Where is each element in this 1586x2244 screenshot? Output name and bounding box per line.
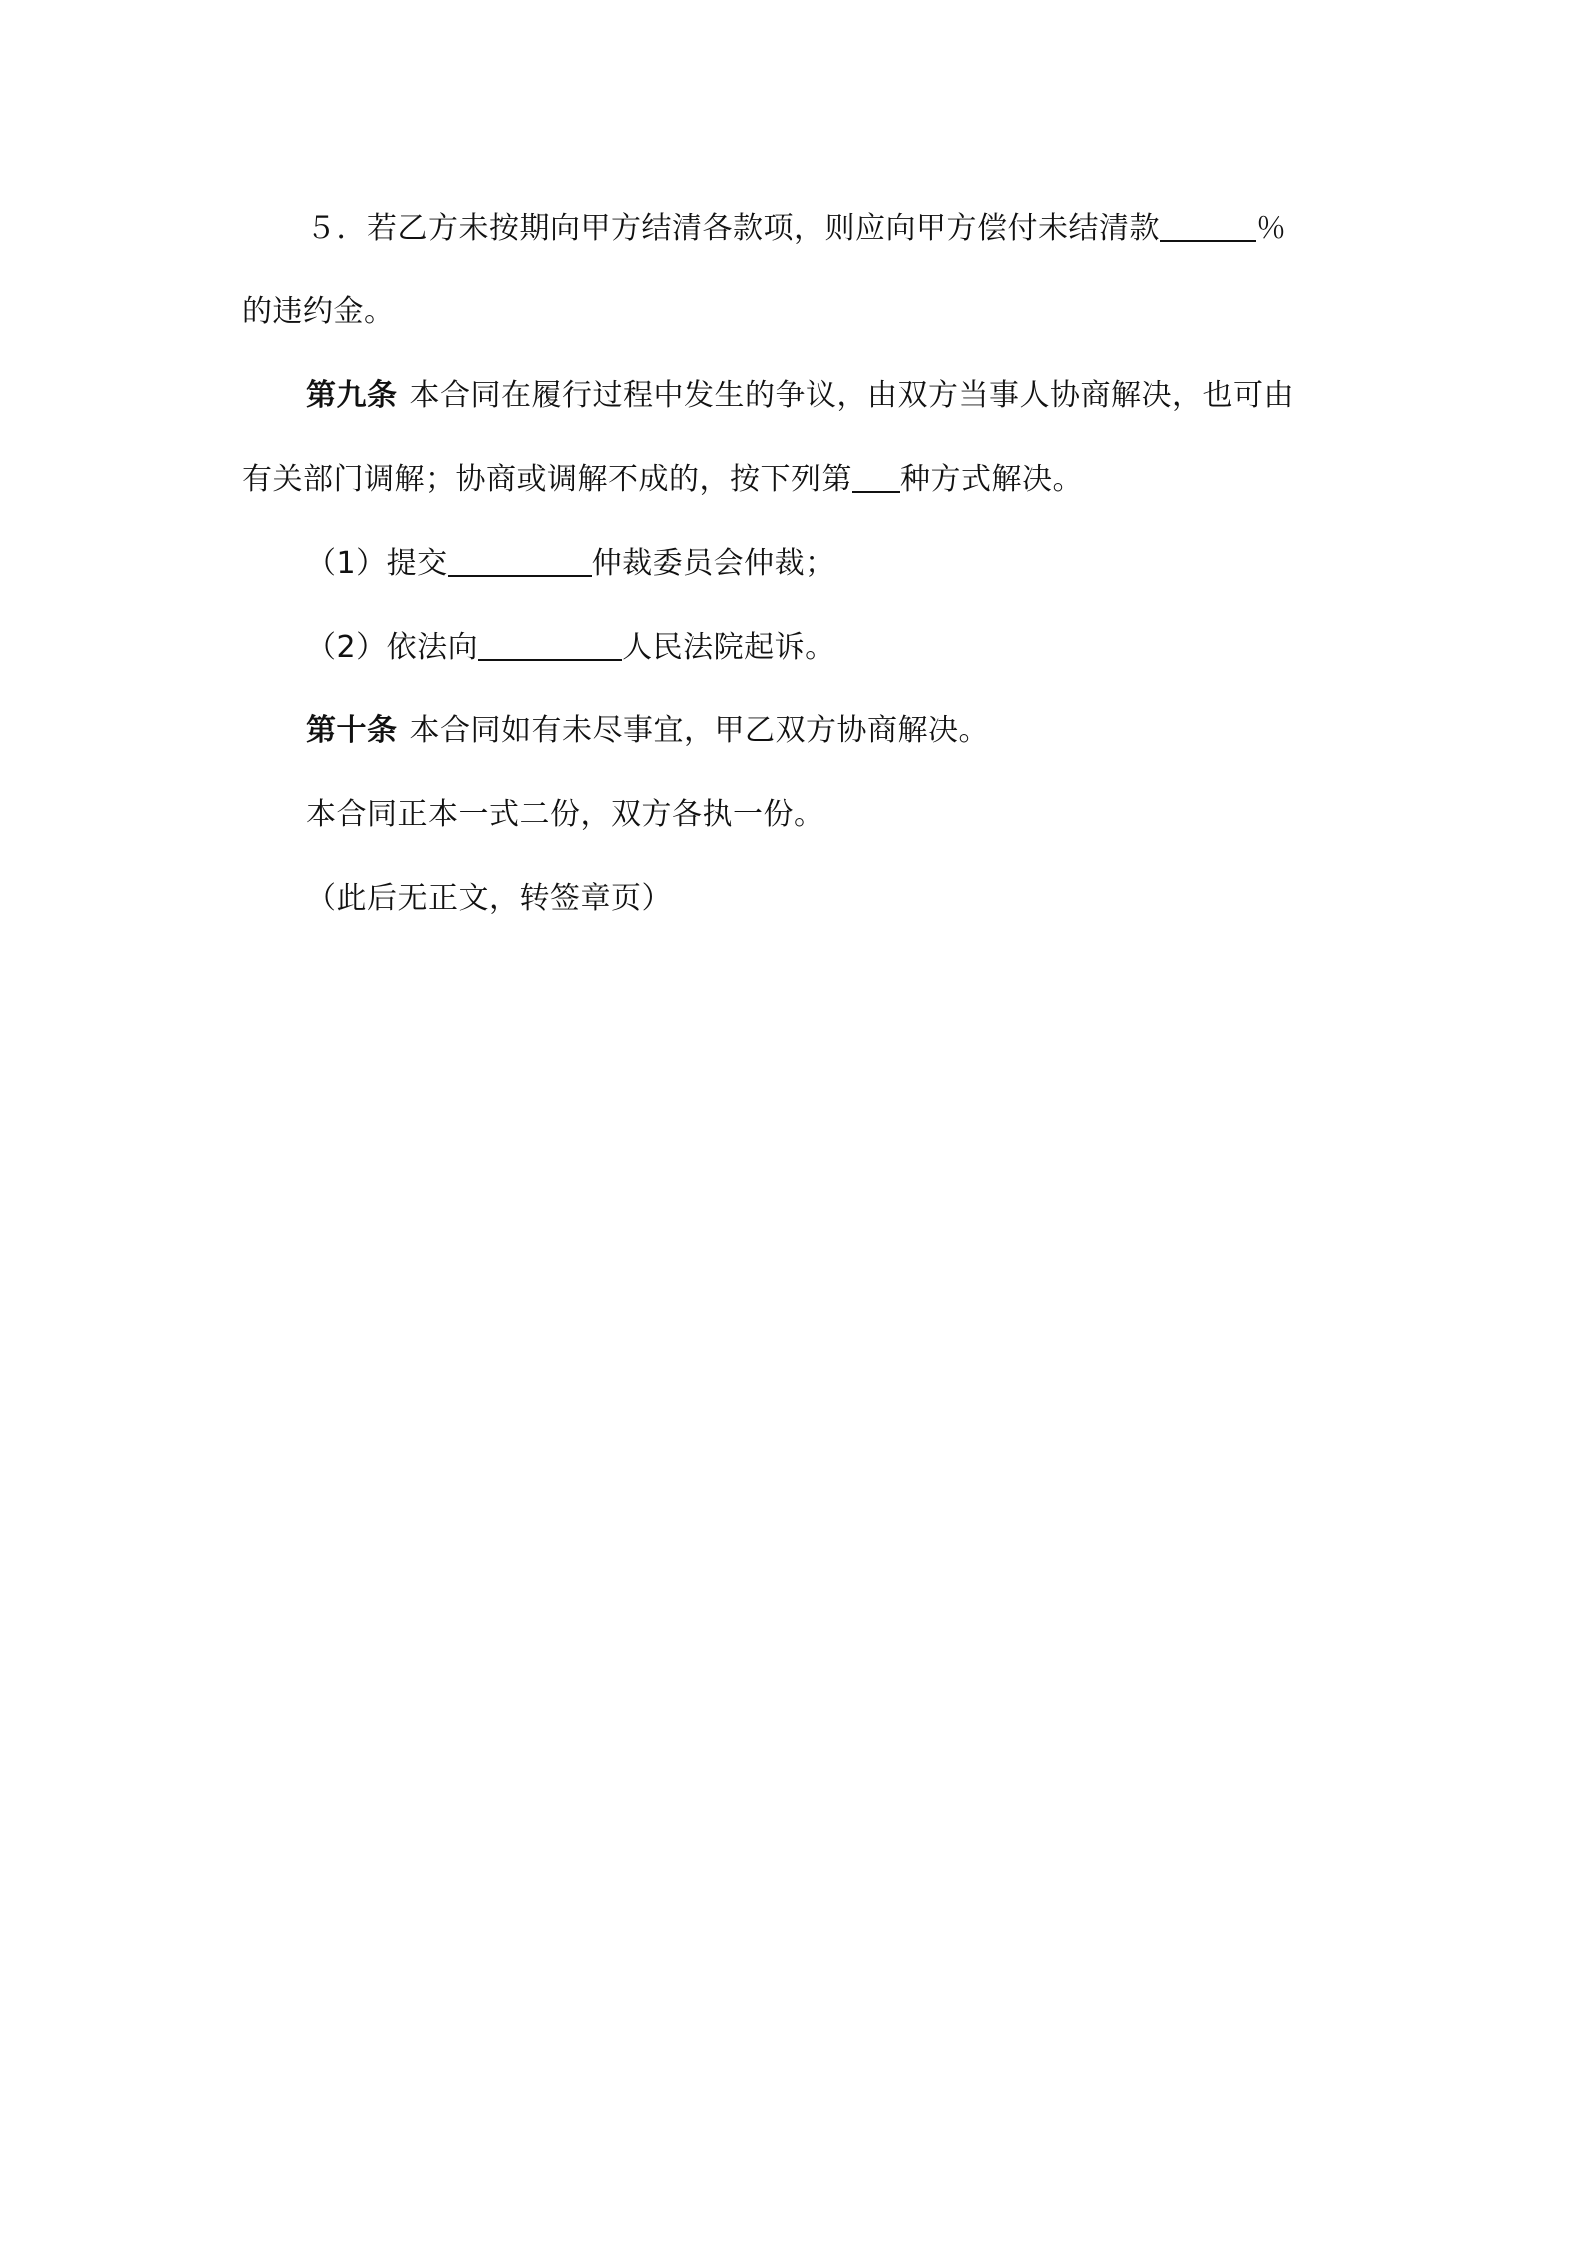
method-choice-blank	[852, 461, 900, 493]
end-note	[306, 879, 672, 919]
court-blank	[478, 629, 622, 661]
arbitration-commission-blank	[448, 545, 592, 577]
copies-text: 本合同正本一式二份，双方各执一份。	[306, 797, 825, 832]
copies-statement	[306, 795, 825, 835]
option-2-text-end: 人民法院起诉。	[622, 630, 836, 665]
clause-5-line-1	[306, 209, 1287, 249]
article-9-text-end: 种方式解决。	[900, 462, 1083, 497]
article-10	[306, 711, 989, 751]
article-9-label: 第九条	[306, 378, 398, 413]
clause-5-text-cont: 的违约金。	[242, 294, 395, 329]
percent-sign: ％	[1256, 211, 1287, 246]
article-9-text-cont: 有关部门调解；协商或调解不成的，按下列第	[242, 462, 852, 497]
article-9-line-1	[306, 376, 1294, 416]
clause-5-line-2	[242, 292, 395, 332]
article-9-text: 本合同在履行过程中发生的争议，由双方当事人协商解决，也可由	[409, 378, 1294, 413]
article-10-text: 本合同如有未尽事宜，甲乙双方协商解决。	[409, 713, 989, 748]
article-9-line-2	[242, 460, 1083, 500]
option-2-text: （2）依法向	[306, 630, 479, 665]
end-note-text: （此后无正文，转签章页）	[306, 881, 672, 916]
article-10-label: 第十条	[306, 713, 398, 748]
option-1	[306, 544, 836, 584]
clause-5-text: ５．若乙方未按期向甲方结清各款项，则应向甲方偿付未结清款	[306, 211, 1160, 246]
penalty-rate-blank	[1160, 210, 1256, 242]
option-2	[306, 628, 836, 668]
option-1-text: （1）提交	[306, 546, 448, 581]
option-1-text-end: 仲裁委员会仲裁；	[591, 546, 836, 581]
